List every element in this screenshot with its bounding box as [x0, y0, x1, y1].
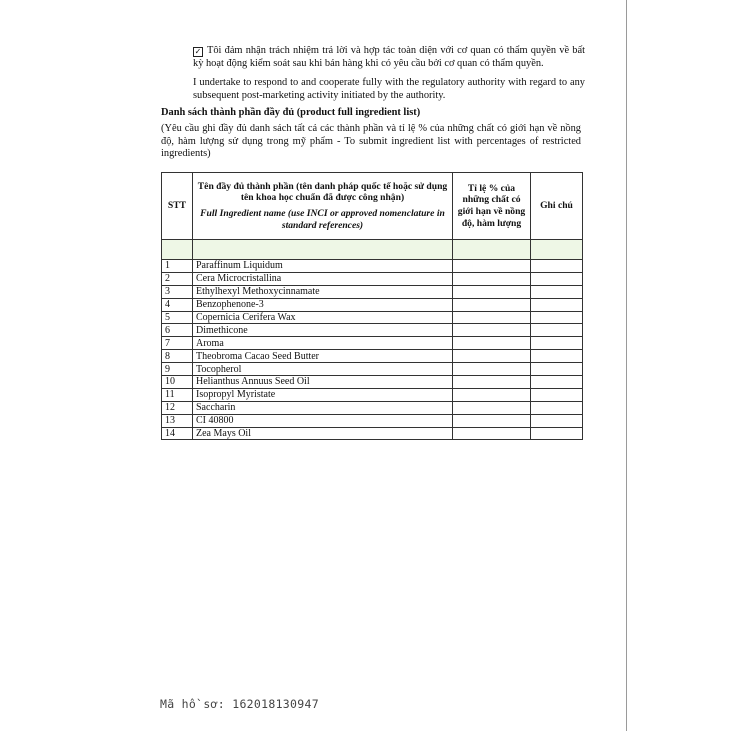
stt-cell: 8: [162, 350, 193, 363]
ingredient-name-cell: Tocopherol: [193, 363, 453, 376]
header-note: Ghi chú: [531, 173, 583, 240]
note-cell: [531, 427, 583, 440]
ingredient-name-cell: Aroma: [193, 337, 453, 350]
header-ingredient-name: [193, 173, 453, 240]
ratio-cell: [453, 350, 531, 363]
commitment-vi-text: Tôi đảm nhận trách nhiệm trả lời và hợp tác toàn diện với cơ quan có thẩm quyền về bất kỳ hoạt động kiểm soát sau khi bán hàng khi có yêu cầu bởi cơ quan có thẩm quyền.: [193, 45, 585, 69]
table-row: [162, 401, 583, 414]
note-cell: [531, 388, 583, 401]
note-cell: [531, 285, 583, 298]
note-cell: [531, 350, 583, 363]
ingredient-name-cell: Ethylhexyl Methoxycinnamate: [193, 285, 453, 298]
stt-cell: 12: [162, 401, 193, 414]
note-cell: [531, 337, 583, 350]
stt-cell: 6: [162, 324, 193, 337]
table-row: [162, 350, 583, 363]
table-row: [162, 337, 583, 350]
table-row: [162, 363, 583, 376]
table-row: [162, 376, 583, 389]
ingredient-name-cell: Cera Microcristallina: [193, 272, 453, 285]
stt-cell: 13: [162, 414, 193, 427]
header-ratio: Tỉ lệ % của những chất có giới hạn về nồng độ, hàm lượng: [453, 173, 531, 240]
ratio-cell: [453, 260, 531, 273]
table-row: [162, 414, 583, 427]
ratio-cell: [453, 298, 531, 311]
header-name-vi: Tên đầy đủ thành phần (tên danh pháp quốc tế hoặc sử dụng tên khoa học chuẩn đã được công nhận): [197, 180, 448, 204]
note-cell: [531, 324, 583, 337]
stt-cell: 3: [162, 285, 193, 298]
ratio-cell: [453, 363, 531, 376]
table-header-row: [162, 173, 583, 240]
ingredient-name-cell: Dimethicone: [193, 324, 453, 337]
ratio-cell: [453, 324, 531, 337]
ingredient-name-cell: Zea Mays Oil: [193, 427, 453, 440]
stt-cell: 4: [162, 298, 193, 311]
ingredient-name-cell: Helianthus Annuus Seed Oil: [193, 376, 453, 389]
table-row: [162, 324, 583, 337]
note-cell: [531, 298, 583, 311]
table-row: [162, 260, 583, 273]
ingredient-table: [161, 172, 583, 440]
note-cell: [531, 376, 583, 389]
note-cell: [531, 401, 583, 414]
table-row: [162, 272, 583, 285]
ingredient-name-cell: Benzophenone-3: [193, 298, 453, 311]
ingredient-name-cell: Theobroma Cacao Seed Butter: [193, 350, 453, 363]
table-row: [162, 388, 583, 401]
commitment-en-text: I undertake to respond to and cooperate fully with the regulatory authority with regard to any subsequent post-marketing activity initiated by the authority.: [193, 77, 585, 101]
header-name-en: Full Ingredient name (use INCI or approved nomenclature in standard references): [200, 208, 445, 231]
ingredient-name-cell: Isopropyl Myristate: [193, 388, 453, 401]
stt-cell: 10: [162, 376, 193, 389]
ratio-cell: [453, 285, 531, 298]
table-row: [162, 298, 583, 311]
table-row: [162, 285, 583, 298]
ingredient-name-cell: CI 40800: [193, 414, 453, 427]
stt-cell: 11: [162, 388, 193, 401]
table-row: [162, 311, 583, 324]
table-spacer-row: [162, 240, 583, 260]
ratio-cell: [453, 337, 531, 350]
stt-cell: 1: [162, 260, 193, 273]
stt-cell: 14: [162, 427, 193, 440]
ingredient-name-cell: Paraffinum Liquidum: [193, 260, 453, 273]
ratio-cell: [453, 376, 531, 389]
ratio-cell: [453, 388, 531, 401]
note-cell: [531, 414, 583, 427]
ratio-cell: [453, 427, 531, 440]
page-edge-line: [626, 0, 627, 731]
stt-cell: 5: [162, 311, 193, 324]
checkbox-checked-icon: ✓: [194, 47, 202, 56]
note-cell: [531, 363, 583, 376]
table-row: [162, 427, 583, 440]
section-description: (Yêu cầu ghi đầy đủ danh sách tất cả các thành phần và tỉ lệ % của những chất có giới hạn về nồng độ, hàm lượng sử dụng trong mỹ phẩm - To submit ingredient list with percentages of restricted ingredients): [161, 123, 581, 160]
note-cell: [531, 260, 583, 273]
record-number: Mã hồ sơ: 162018130947: [160, 697, 319, 711]
ratio-cell: [453, 401, 531, 414]
note-cell: [531, 272, 583, 285]
commitment-vi: [193, 45, 585, 70]
ingredient-name-cell: Copernicia Cerifera Wax: [193, 311, 453, 324]
ratio-cell: [453, 311, 531, 324]
ingredient-name-cell: Saccharin: [193, 401, 453, 414]
ratio-cell: [453, 414, 531, 427]
stt-cell: 7: [162, 337, 193, 350]
ratio-cell: [453, 272, 531, 285]
section-title: Danh sách thành phần đầy đủ (product full ingredient list): [161, 107, 421, 118]
note-cell: [531, 311, 583, 324]
stt-cell: 2: [162, 272, 193, 285]
stt-cell: 9: [162, 363, 193, 376]
header-stt: STT: [162, 173, 193, 240]
